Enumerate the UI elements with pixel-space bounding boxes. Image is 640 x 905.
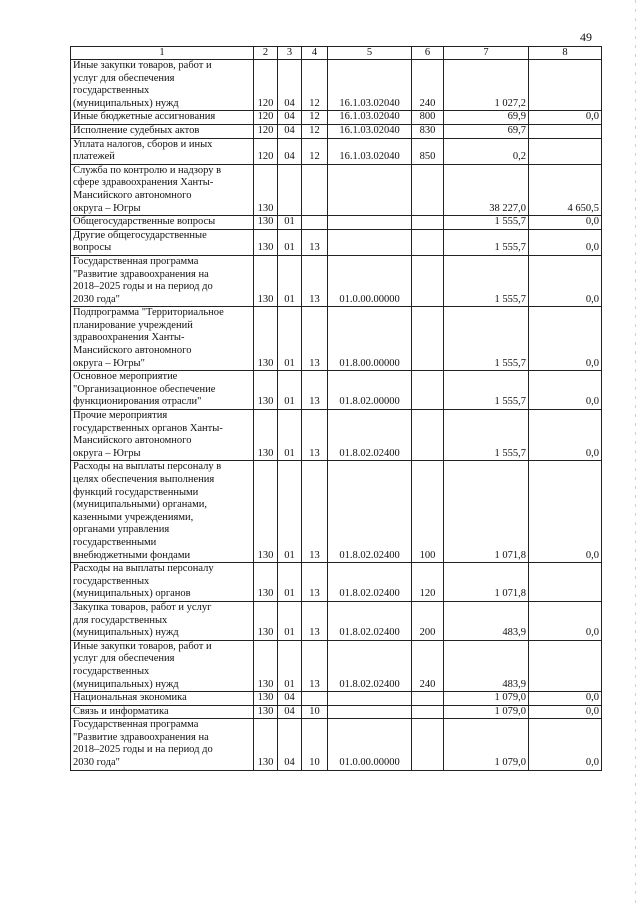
subsection-cell: 10: [302, 719, 328, 770]
subvention-cell: 0,0: [529, 705, 602, 719]
section-cell: 04: [278, 692, 302, 706]
budget-table: [70, 46, 602, 771]
subvention-cell: 0,0: [529, 229, 602, 255]
amount-cell: 1 555,7: [444, 216, 529, 230]
row-name-cell: Общегосударственные вопросы: [71, 216, 254, 230]
expense-type-cell: 120: [412, 563, 444, 602]
subvention-cell: [529, 640, 602, 691]
amount-cell: 1 555,7: [444, 410, 529, 461]
subvention-cell: 0,0: [529, 719, 602, 770]
expense-type-cell: [412, 164, 444, 215]
subsection-cell: 13: [302, 563, 328, 602]
table-row: [71, 255, 602, 306]
subsection-cell: 13: [302, 461, 328, 563]
expense-type-cell: [412, 255, 444, 306]
expense-type-cell: [412, 307, 444, 371]
row-name-cell: Иные закупки товаров, работ и услуг для обеспечения государственных (муниципальных) нужд: [71, 640, 254, 691]
subvention-cell: 0,0: [529, 111, 602, 125]
section-cell: 01: [278, 461, 302, 563]
subsection-cell: 13: [302, 229, 328, 255]
table-row: [71, 111, 602, 125]
row-name-cell: Уплата налогов, сборов и иных платежей: [71, 138, 254, 164]
table-body: [71, 60, 602, 771]
row-name-cell: Государственная программа "Развитие здравоохранения на 2018–2025 годы и на период до 2030 года": [71, 719, 254, 770]
table-row: [71, 216, 602, 230]
target-article-cell: 01.8.02.02400: [328, 410, 412, 461]
expense-type-cell: [412, 229, 444, 255]
admin-code-cell: 130: [254, 461, 278, 563]
target-article-cell: [328, 216, 412, 230]
section-cell: [278, 164, 302, 215]
subsection-cell: 13: [302, 255, 328, 306]
amount-cell: 1 079,0: [444, 705, 529, 719]
table-row: [71, 410, 602, 461]
expense-type-cell: [412, 719, 444, 770]
table-row: [71, 60, 602, 111]
column-header: 6: [412, 47, 444, 60]
admin-code-cell: 130: [254, 705, 278, 719]
section-cell: 01: [278, 255, 302, 306]
subsection-cell: 13: [302, 410, 328, 461]
admin-code-cell: 130: [254, 640, 278, 691]
row-name-cell: Государственная программа "Развитие здравоохранения на 2018–2025 годы и на период до 2030 года": [71, 255, 254, 306]
section-cell: 04: [278, 60, 302, 111]
subsection-cell: 13: [302, 371, 328, 410]
admin-code-cell: 120: [254, 111, 278, 125]
target-article-cell: [328, 705, 412, 719]
section-cell: 01: [278, 410, 302, 461]
admin-code-cell: 130: [254, 719, 278, 770]
expense-type-cell: 800: [412, 111, 444, 125]
expense-type-cell: 240: [412, 60, 444, 111]
target-article-cell: 01.8.02.02400: [328, 461, 412, 563]
amount-cell: 0,2: [444, 138, 529, 164]
target-article-cell: 01.0.00.00000: [328, 719, 412, 770]
expense-type-cell: [412, 216, 444, 230]
admin-code-cell: 130: [254, 255, 278, 306]
expense-type-cell: 200: [412, 601, 444, 640]
column-header: 2: [254, 47, 278, 60]
table-row: [71, 640, 602, 691]
target-article-cell: 01.8.02.00000: [328, 371, 412, 410]
subsection-cell: 12: [302, 138, 328, 164]
subvention-cell: 4 650,5: [529, 164, 602, 215]
row-name-cell: Национальная экономика: [71, 692, 254, 706]
admin-code-cell: 130: [254, 410, 278, 461]
amount-cell: 1 079,0: [444, 692, 529, 706]
subsection-cell: 13: [302, 640, 328, 691]
table-row: [71, 371, 602, 410]
target-article-cell: 16.1.03.02040: [328, 138, 412, 164]
section-cell: 04: [278, 124, 302, 138]
row-name-cell: Иные бюджетные ассигнования: [71, 111, 254, 125]
target-article-cell: [328, 229, 412, 255]
amount-cell: 69,9: [444, 111, 529, 125]
admin-code-cell: 120: [254, 60, 278, 111]
table-row: [71, 229, 602, 255]
expense-type-cell: [412, 410, 444, 461]
table-row: [71, 138, 602, 164]
column-header: 1: [71, 47, 254, 60]
table-header-row: [71, 47, 602, 60]
column-header: 5: [328, 47, 412, 60]
expense-type-cell: 830: [412, 124, 444, 138]
subvention-cell: [529, 60, 602, 111]
subvention-cell: 0,0: [529, 461, 602, 563]
admin-code-cell: 130: [254, 216, 278, 230]
subvention-cell: 0,0: [529, 255, 602, 306]
subvention-cell: 0,0: [529, 601, 602, 640]
amount-cell: 1 555,7: [444, 371, 529, 410]
admin-code-cell: 130: [254, 229, 278, 255]
admin-code-cell: 120: [254, 124, 278, 138]
table-row: [71, 692, 602, 706]
row-name-cell: Связь и информатика: [71, 705, 254, 719]
subsection-cell: 12: [302, 111, 328, 125]
subsection-cell: 12: [302, 60, 328, 111]
row-name-cell: Другие общегосударственные вопросы: [71, 229, 254, 255]
admin-code-cell: 130: [254, 563, 278, 602]
row-name-cell: Закупка товаров, работ и услуг для государственных (муниципальных) нужд: [71, 601, 254, 640]
expense-type-cell: 850: [412, 138, 444, 164]
target-article-cell: 16.1.03.02040: [328, 60, 412, 111]
subsection-cell: [302, 164, 328, 215]
subvention-cell: 0,0: [529, 410, 602, 461]
amount-cell: 38 227,0: [444, 164, 529, 215]
table-row: [71, 164, 602, 215]
table-row: [71, 461, 602, 563]
row-name-cell: Расходы на выплаты персоналу государственных (муниципальных) органов: [71, 563, 254, 602]
admin-code-cell: 130: [254, 601, 278, 640]
section-cell: 01: [278, 601, 302, 640]
table-row: [71, 124, 602, 138]
subvention-cell: 0,0: [529, 216, 602, 230]
expense-type-cell: [412, 692, 444, 706]
row-name-cell: Прочие мероприятия государственных органов Ханты- Мансийского автономного округа – Югры: [71, 410, 254, 461]
table-row: [71, 563, 602, 602]
amount-cell: 69,7: [444, 124, 529, 138]
column-header: 3: [278, 47, 302, 60]
target-article-cell: 01.8.02.02400: [328, 601, 412, 640]
amount-cell: 483,9: [444, 640, 529, 691]
amount-cell: 1 071,8: [444, 563, 529, 602]
target-article-cell: 01.8.02.02400: [328, 563, 412, 602]
table-row: [71, 307, 602, 371]
target-article-cell: [328, 164, 412, 215]
admin-code-cell: 130: [254, 164, 278, 215]
table-row: [71, 705, 602, 719]
column-header: 8: [529, 47, 602, 60]
section-cell: 04: [278, 111, 302, 125]
section-cell: 04: [278, 705, 302, 719]
row-name-cell: Исполнение судебных актов: [71, 124, 254, 138]
amount-cell: 1 555,7: [444, 255, 529, 306]
subvention-cell: 0,0: [529, 371, 602, 410]
target-article-cell: 01.8.02.02400: [328, 640, 412, 691]
subsection-cell: 12: [302, 124, 328, 138]
scan-edge-artifact: [635, 0, 636, 905]
page-number: 49: [580, 30, 592, 44]
expense-type-cell: 100: [412, 461, 444, 563]
amount-cell: 1 555,7: [444, 307, 529, 371]
section-cell: 01: [278, 563, 302, 602]
section-cell: 01: [278, 307, 302, 371]
target-article-cell: [328, 692, 412, 706]
amount-cell: 1 071,8: [444, 461, 529, 563]
row-name-cell: Расходы на выплаты персоналу в целях обеспечения выполнения функций государственными (муниципальными) органами, казенными учреждениями, органами управления государственными внебюджетными фондами: [71, 461, 254, 563]
subvention-cell: [529, 563, 602, 602]
target-article-cell: 16.1.03.02040: [328, 124, 412, 138]
subvention-cell: [529, 124, 602, 138]
admin-code-cell: 130: [254, 692, 278, 706]
admin-code-cell: 130: [254, 307, 278, 371]
section-cell: 01: [278, 216, 302, 230]
amount-cell: 483,9: [444, 601, 529, 640]
column-header: 7: [444, 47, 529, 60]
subsection-cell: 13: [302, 601, 328, 640]
target-article-cell: 01.0.00.00000: [328, 255, 412, 306]
row-name-cell: Основное мероприятие "Организационное обеспечение функционирования отрасли": [71, 371, 254, 410]
subvention-cell: 0,0: [529, 692, 602, 706]
row-name-cell: Подпрограмма "Территориальное планирование учреждений здравоохранения Ханты- Мансийского автономного округа – Югры": [71, 307, 254, 371]
section-cell: 01: [278, 640, 302, 691]
target-article-cell: 16.1.03.02040: [328, 111, 412, 125]
column-header: 4: [302, 47, 328, 60]
section-cell: 01: [278, 371, 302, 410]
amount-cell: 1 555,7: [444, 229, 529, 255]
section-cell: 04: [278, 719, 302, 770]
amount-cell: 1 027,2: [444, 60, 529, 111]
table-row: [71, 719, 602, 770]
subvention-cell: [529, 138, 602, 164]
subsection-cell: [302, 216, 328, 230]
target-article-cell: 01.8.00.00000: [328, 307, 412, 371]
amount-cell: 1 079,0: [444, 719, 529, 770]
subvention-cell: 0,0: [529, 307, 602, 371]
admin-code-cell: 120: [254, 138, 278, 164]
expense-type-cell: [412, 371, 444, 410]
subsection-cell: 10: [302, 705, 328, 719]
row-name-cell: Служба по контролю и надзору в сфере здравоохранения Ханты- Мансийского автономного округа – Югры: [71, 164, 254, 215]
section-cell: 04: [278, 138, 302, 164]
subsection-cell: [302, 692, 328, 706]
admin-code-cell: 130: [254, 371, 278, 410]
subsection-cell: 13: [302, 307, 328, 371]
expense-type-cell: 240: [412, 640, 444, 691]
section-cell: 01: [278, 229, 302, 255]
row-name-cell: Иные закупки товаров, работ и услуг для обеспечения государственных (муниципальных) нужд: [71, 60, 254, 111]
table-row: [71, 601, 602, 640]
expense-type-cell: [412, 705, 444, 719]
